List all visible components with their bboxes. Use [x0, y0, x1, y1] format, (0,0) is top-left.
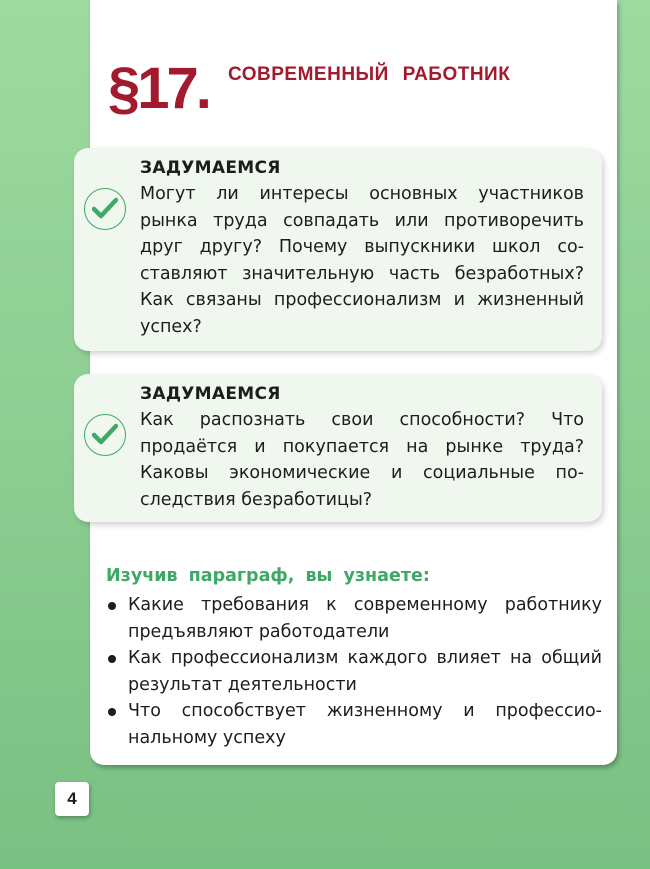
learn-heading: Изучив параграф, вы узнаете: — [106, 566, 430, 586]
list-item — [106, 698, 602, 751]
bullet-icon — [108, 655, 116, 663]
section-title: СОВРЕМЕННЫЙ РАБОТНИК — [228, 64, 511, 85]
check-circle-icon — [84, 188, 126, 230]
bullet-icon — [108, 602, 116, 610]
think-box-text: Могут ли интересы основных участников рынка труда совпадать или противоречить друг другу? Почему выпускники школ составляют значительную часть безработных? Как связаны профессионализм и жизненный успех? — [140, 184, 584, 337]
list-item — [106, 645, 602, 698]
bullet-icon — [108, 708, 116, 716]
list-item-text: Как профессионализм каждого влияет на общий результат деятельности — [128, 648, 602, 695]
think-box-text: Как распознать свои способности? Что продаётся и покупается на рынке труда? Каковы экономические и социальные последствия безработицы? — [140, 410, 584, 510]
think-box-title: ЗАДУМАЕМСЯ — [140, 384, 281, 404]
think-box — [74, 374, 602, 522]
list-item — [106, 592, 602, 645]
list-item-text: Что способствует жизненному и профессиональному успеху — [128, 701, 602, 748]
list-item-text: Какие требования к современному работнику предъявляют работодатели — [128, 595, 602, 642]
check-circle-icon — [84, 414, 126, 456]
page-number: 4 — [55, 782, 89, 816]
think-box-title: ЗАДУМАЕМСЯ — [140, 158, 281, 178]
think-box — [74, 148, 602, 351]
learn-list — [106, 592, 602, 751]
section-number: §17. — [108, 56, 209, 121]
